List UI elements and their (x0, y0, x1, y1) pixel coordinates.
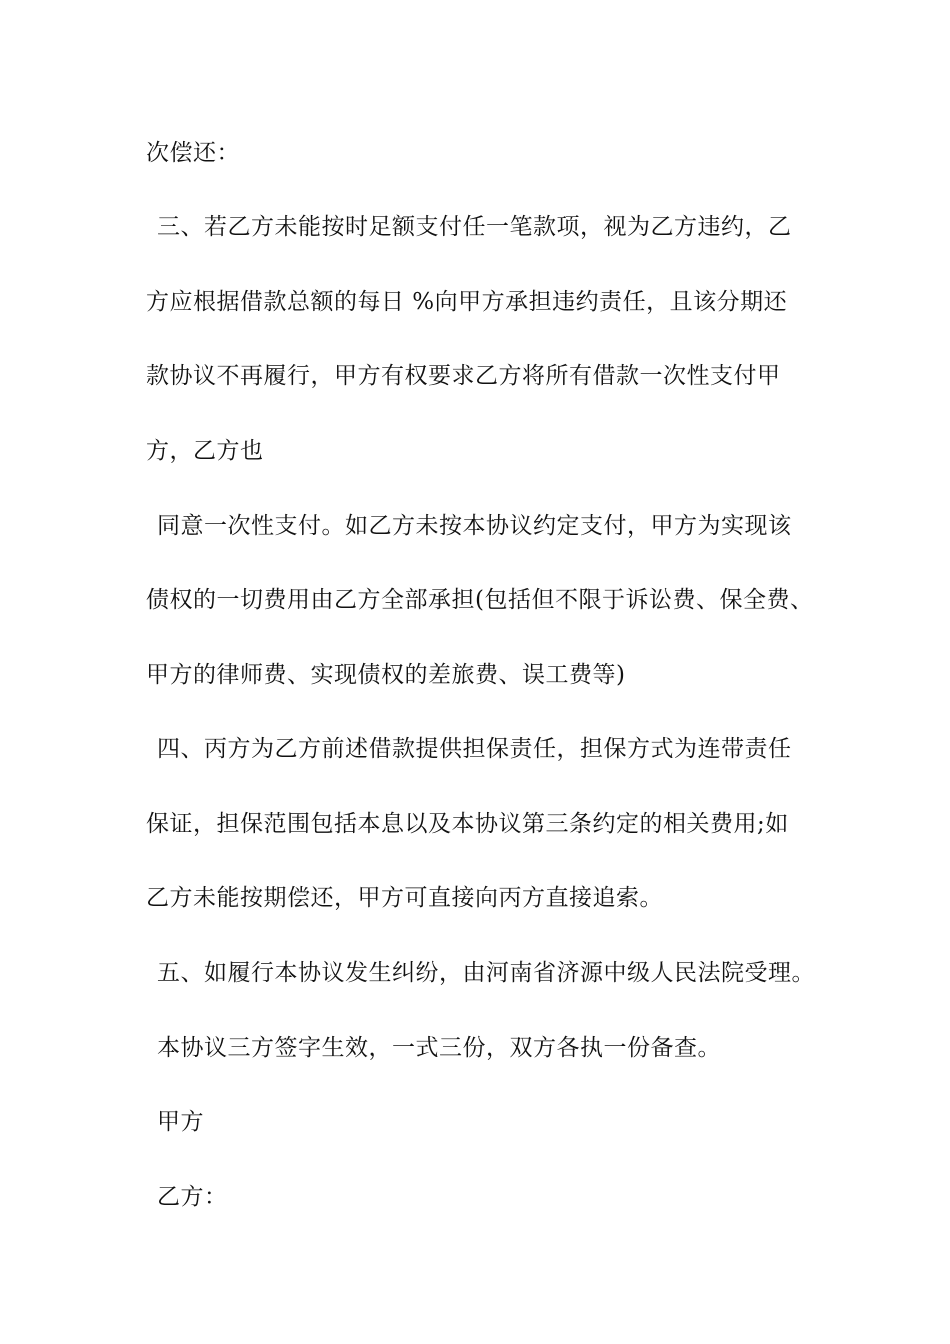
signature-label-party-a: 甲方 (157, 1109, 204, 1135)
text-line-8: 甲方的律师费、实现债权的差旅费、误工费等) (146, 662, 626, 688)
text-line-9: 四、丙方为乙方前述借款提供担保责任，担保方式为连带责任 (157, 736, 792, 762)
text-line-11: 乙方未能按期偿还，甲方可直接向丙方直接追索。 (146, 885, 663, 911)
signature-label-party-b: 乙方： (157, 1184, 228, 1210)
text-line-10: 保证，担保范围包括本息以及本协议第三条约定的相关费用;如 (146, 811, 789, 837)
text-line-4: 款协议不再履行，甲方有权要求乙方将所有借款一次性支付甲 (146, 363, 781, 389)
text-line-12: 五、如履行本协议发生纠纷，由河南省济源中级人民法院受理。 (157, 960, 815, 986)
text-line-2: 三、若乙方未能按时足额支付任一笔款项，视为乙方违约，乙 (157, 214, 792, 240)
text-line-13: 本协议三方签字生效，一式三份，双方各执一份备查。 (157, 1035, 721, 1061)
text-line-3: 方应根据借款总额的每日 %向甲方承担违约责任，且该分期还 (146, 289, 788, 315)
text-line-7: 债权的一切费用由乙方全部承担(包括但不限于诉讼费、保全费、 (146, 587, 814, 613)
text-line-1: 次偿还： (146, 140, 240, 166)
text-line-5: 方，乙方也 (146, 438, 264, 464)
text-line-6: 同意一次性支付。如乙方未按本协议约定支付，甲方为实现该 (157, 513, 792, 539)
